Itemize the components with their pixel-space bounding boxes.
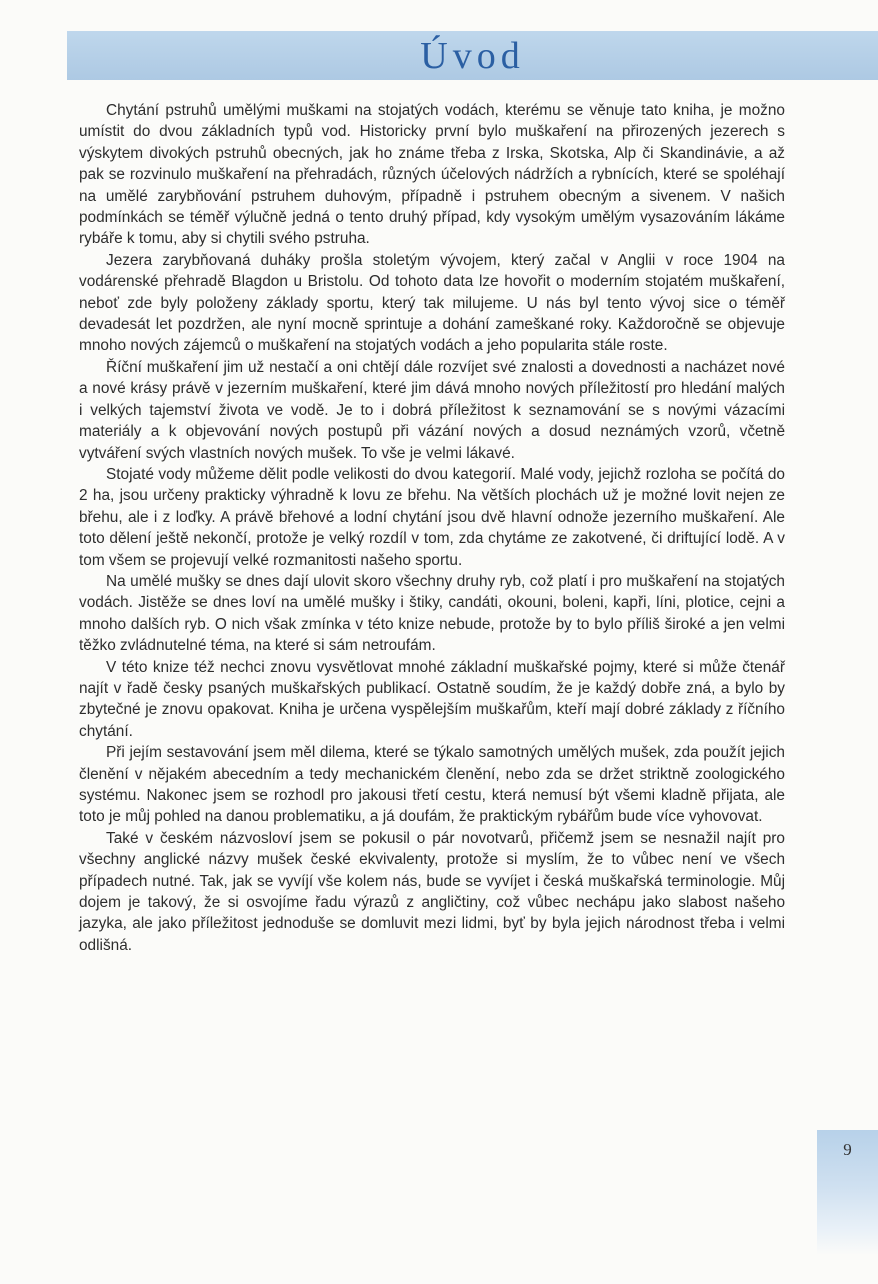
paragraph: V této knize též nechci znovu vysvětlovat mnohé základní muškařské pojmy, které si může čtenář najít v řadě česky psaných muškařských publikací. Ostatně soudím, že je každý dobře zná, a bylo by zbytečné je znovu opakovat. Kniha je určena vyspělejším muškařům, kteří mají dobré základy z říčního chytání. <box>79 658 785 740</box>
page-number: 9 <box>843 1140 852 1159</box>
paragraph: Stojaté vody můžeme dělit podle velikosti do dvou kategorií. Malé vody, jejichž rozloha se počítá do 2 ha, jsou určeny prakticky výhradně k lovu ze břehu. Na větších plochách už je možné lovit nejen ze břehu, ale i z loďky. A právě břehové a lodní chytání jsou dvě hlavní odnože jezerního muškaření. Ale toto dělení ještě nekončí, protože je velký rozdíl v tom, zda chytáme ze zakotvené, či driftující lodě. A v tom všem se projevují velké rozmanitosti našeho sportu. <box>79 465 785 569</box>
body-text <box>79 100 785 956</box>
paragraph: Říční muškaření jim už nestačí a oni chtějí dále rozvíjet své znalosti a dovednosti a nacházet nové a nové krásy právě v jezerním muškaření, které jim dává mnoho nových příležitostí pro hledání malých i velkých tajemství života ve vodě. Je to i dobrá příležitost k seznamování se s novými vázacími materiály a k objevování nových postupů při vázání nových a dosud neznámých vzorů, včetně vytváření svých vlastních nových mušek. To vše je velmi lákavé. <box>79 358 785 462</box>
paragraph: Chytání pstruhů umělými muškami na stojatých vodách, kterému se věnuje tato kniha, je možno umístit do dvou základních typů vod. Historicky první bylo muškaření na přirozených jezerech s výskytem divokých pstruhů obecných, jak ho známe třeba z Irska, Skotska, Alp či Skandinávie, a až pak se rozvinulo muškaření na přehradách, různých účelových nádržích a rybnících, které se spoléhají na umělé zarybňování pstruhem duhovým, případně i pstruhem obecným a sivenem. V našich podmínkách se téměř výlučně jedná o tento druhý případ, kdy vysokým umělým vysazováním lákáme rybáře k tomu, aby si chytili svého pstruha. <box>79 102 785 248</box>
chapter-title-band <box>67 31 878 80</box>
paragraph: Při jejím sestavování jsem měl dilema, které se týkalo samotných umělých mušek, zda použít jejich členění v nějakém abecedním a tedy mechanickém členění, nebo zda se držet striktně zoologického systému. Nakonec jsem se rozhodl pro jakousi třetí cestu, která nemusí být všemi kladně přijata, ale toto je můj pohled na danou problematiku, a já doufám, že praktickým rybářům bude více vyhovovat. <box>79 744 785 826</box>
paragraph: Také v českém názvosloví jsem se pokusil o pár novotvarů, přičemž jsem se nesnažil najít pro všechny anglické názvy mušek české ekvivalenty, protože si myslím, že to vůbec není ve všech případech nutné. Tak, jak se vyvíjí vše kolem nás, bude se vyvíjet i česká muškařská terminologie. Můj dojem je takový, že si osvojíme řadu výrazů z angličtiny, což vůbec nechápu jako slabost našeho jazyka, ale jako příležitost jednoduše se domluvit mezi lidmi, byť by byla jejich národnost třeba i velmi odlišná. <box>79 829 785 954</box>
page-number-tab <box>817 1130 878 1255</box>
paragraph: Na umělé mušky se dnes dají ulovit skoro všechny druhy ryb, což platí i pro muškaření na stojatých vodách. Jistěže se dnes loví na umělé mušky i štiky, candáti, okouni, boleni, kapři, líni, plotice, cejni a mnoho dalších ryb. O nich však zmínka v této knize nebude, protože by to bylo příliš široké a jen velmi těžko zvládnutelné téma, na které si sám netroufám. <box>79 572 785 655</box>
chapter-title: Úvod <box>420 35 525 77</box>
paragraph: Jezera zarybňovaná duháky prošla stoletým vývojem, který začal v Anglii v roce 1904 na vodárenské přehradě Blagdon u Bristolu. Od tohoto data lze hovořit o moderním stojatém muškaření, neboť zde byly položeny základy sportu, který tak milujeme. U nás byl tento vývoj sice o téměř devadesát let pozdržen, ale nyní mocně sprintuje a dohání zameškané roky. Každoročně se objevuje mnoho nových zájemců o muškaření na stojatých vodách a jeho popularita stále roste. <box>79 251 785 355</box>
